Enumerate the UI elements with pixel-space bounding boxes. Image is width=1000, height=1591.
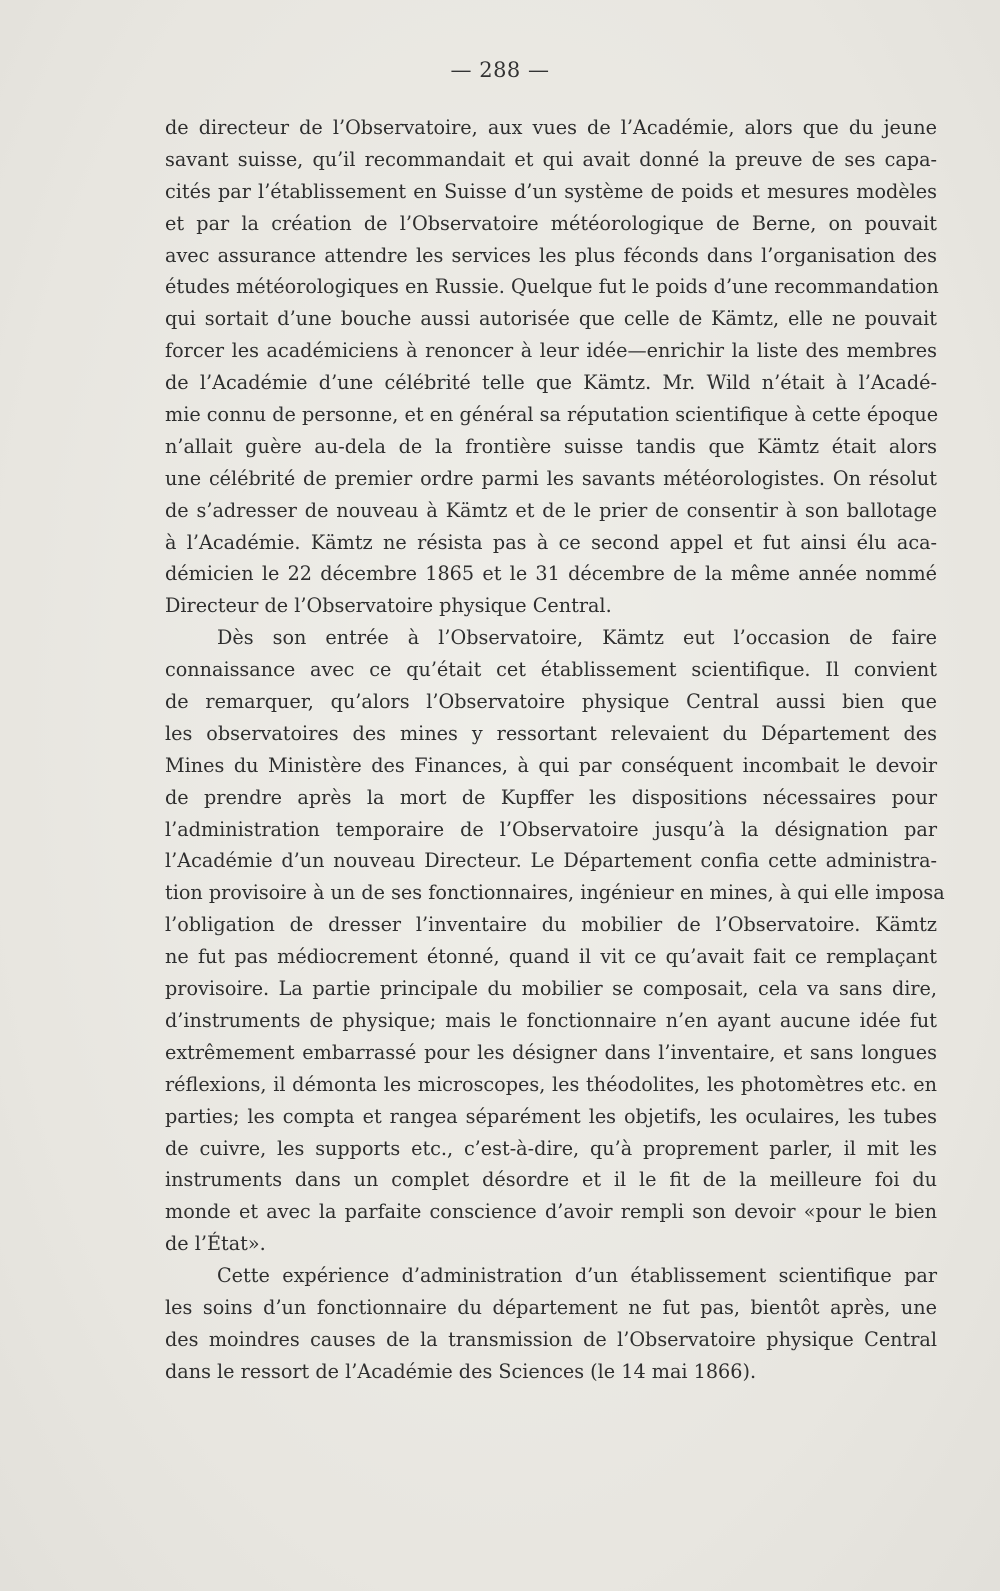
text-line: d’instruments de physique; mais le fonctionnaire n’en ayant aucune idée fut <box>165 1008 937 1032</box>
text-line: de cuivre, les supports etc., c’est-à-dire, qu’à proprement parler, il mit les <box>165 1136 937 1160</box>
text-line: de directeur de l’Observatoire, aux vues de l’Académie, alors que du jeune <box>165 116 937 139</box>
text-line: forcer les académiciens à renoncer à leur idée—enrichir la liste des membres <box>165 339 937 363</box>
text-line: dans le ressort de l’Académie des Sciences (le 14 mai 1866). <box>165 1359 757 1383</box>
text-line: réflexions, il démonta les microscopes, les théodolites, les photomètres etc. en <box>165 1072 937 1096</box>
text-line: cités par l’établissement en Suisse d’un système de poids et mesures modèles <box>165 179 937 203</box>
text-line: Directeur de l’Observatoire physique Central. <box>165 594 612 618</box>
paragraph-1 <box>165 112 937 622</box>
page-number: — 288 — <box>450 58 550 82</box>
text-line: tion provisoire à un de ses fonctionnaires, ingénieur en mines, à qui elle imposa <box>165 881 945 905</box>
text-line: extrêmement embarrassé pour les désigner dans l’inventaire, et sans longues <box>165 1040 937 1064</box>
text-line: l’Académie d’un nouveau Directeur. Le Département confia cette administra- <box>165 849 937 873</box>
text-line: savant suisse, qu’il recommandait et qui avait donné la preuve de ses capa- <box>165 147 937 171</box>
text-line: études météorologiques en Russie. Quelque fut le poids d’une recommandation <box>165 275 939 299</box>
text-line: une célébrité de premier ordre parmi les savants météorologistes. On résolut <box>165 466 937 490</box>
text-line: les observatoires des mines y ressortant relevaient du Département des <box>165 721 937 745</box>
text-line: qui sortait d’une bouche aussi autorisée que celle de Kämtz, elle ne pouvait <box>165 307 937 331</box>
text-line: démicien le 22 décembre 1865 et le 31 décembre de la même année nommé <box>165 562 937 586</box>
text-line: ne fut pas médiocrement étonné, quand il vit ce qu’avait fait ce remplaçant <box>165 945 937 969</box>
text-line: de l’État». <box>165 1232 266 1256</box>
text-line: les soins d’un fonctionnaire du département ne fut pas, bientôt après, une <box>165 1295 937 1319</box>
text-line: Cette expérience d’administration d’un établissement scientifique par <box>217 1264 937 1288</box>
text-line: parties; les compta et rangea séparément les objetifs, les oculaires, les tubes <box>165 1104 937 1128</box>
text-line: instruments dans un complet désordre et il le fit de la meilleure foi du <box>165 1168 937 1192</box>
text-line: à l’Académie. Kämtz ne résista pas à ce second appel et fut ainsi élu aca- <box>165 530 937 554</box>
text-line: mie connu de personne, et en général sa réputation scientifique à cette époque <box>165 403 939 427</box>
text-line: l’administration temporaire de l’Observatoire jusqu’à la désignation par <box>165 817 937 841</box>
text-line: des moindres causes de la transmission de l’Observatoire physique Central <box>165 1327 937 1351</box>
text-line: de s’adresser de nouveau à Kämtz et de le prier de consentir à son ballotage <box>165 498 937 522</box>
text-line: provisoire. La partie principale du mobilier se composait, cela va sans dire, <box>165 977 937 1001</box>
text-line: de remarquer, qu’alors l’Observatoire physique Central aussi bien que <box>165 690 937 714</box>
text-line: connaissance avec ce qu’était cet établissement scientifique. Il convient <box>165 658 937 682</box>
text-line: monde et avec la parfaite conscience d’avoir rempli son devoir «pour le bien <box>165 1200 937 1224</box>
text-line: de prendre après la mort de Kupffer les dispositions nécessaires pour <box>165 785 937 809</box>
text-line: et par la création de l’Observatoire météorologique de Berne, on pouvait <box>165 211 937 235</box>
text-line: Dès son entrée à l’Observatoire, Kämtz eut l’occasion de faire <box>217 626 937 650</box>
paragraph-3 <box>165 1260 937 1388</box>
paragraph-2 <box>165 622 945 1260</box>
text-line: n’allait guère au-dela de la frontière suisse tandis que Kämtz était alors <box>165 434 937 458</box>
text-line: Mines du Ministère des Finances, à qui par conséquent incombait le devoir <box>165 753 937 777</box>
text-line: avec assurance attendre les services les plus féconds dans l’organisation des <box>165 243 937 267</box>
text-line: l’obligation de dresser l’inventaire du mobilier de l’Observatoire. Kämtz <box>165 913 937 937</box>
text-line: de l’Académie d’une célébrité telle que Kämtz. Mr. Wild n’était à l’Acadé- <box>165 371 937 395</box>
body-text <box>165 112 945 1388</box>
